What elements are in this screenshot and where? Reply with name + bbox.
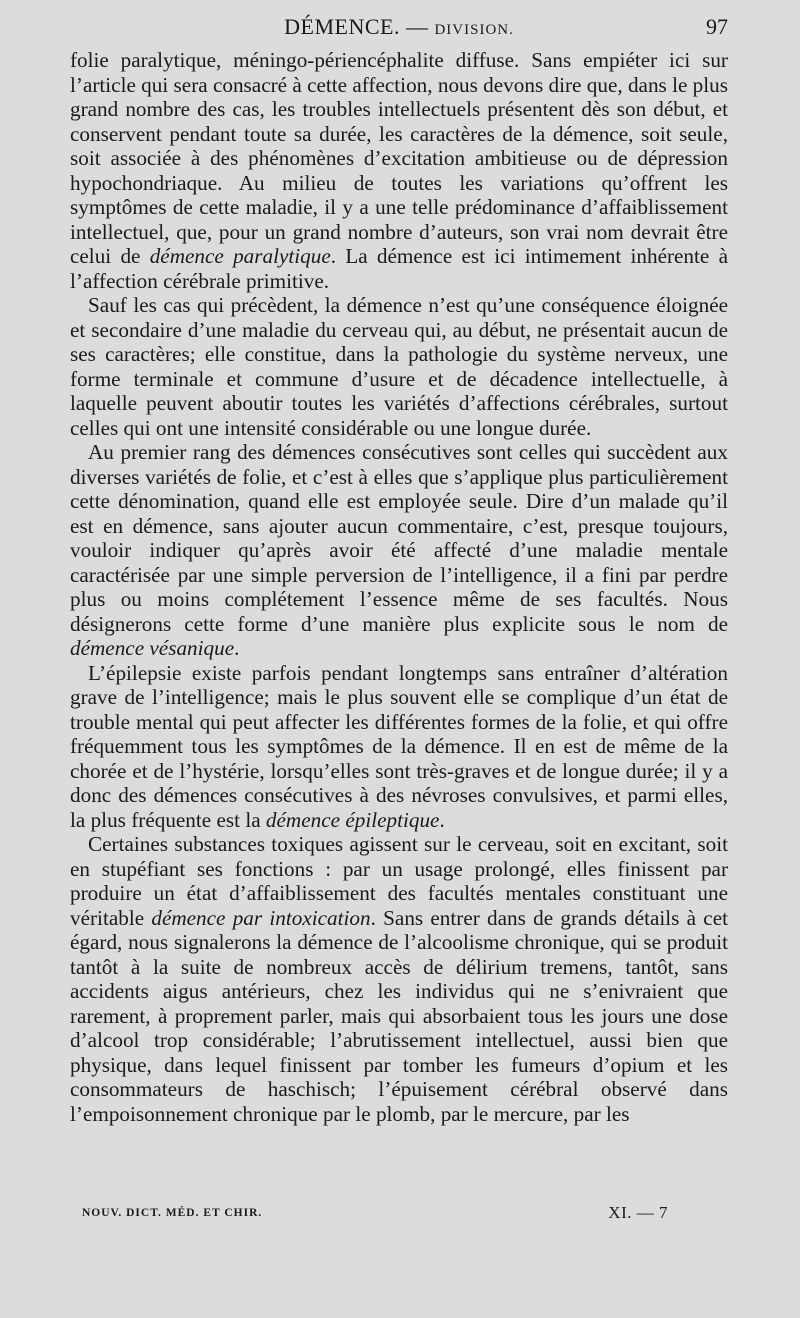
paragraph (70, 440, 728, 661)
running-title (70, 14, 728, 40)
paragraph (70, 661, 728, 833)
italic-term: démence vésanique (70, 636, 235, 660)
page-footer (82, 1203, 728, 1229)
text-run: . Sans entrer dans de grands détails à cet égard, nous signalerons la démence de l’alcoolisme chronique, qui se produit tantôt à la suite de nombreux accès de délirium tremens, tantôt, sans accidents aigus antérieurs, chez les individus qui ne s’enivraient que rarement, à proprement parler, mais qui absorbaient tous les jours une dose d’alcool trop considérable; l’abrutissement intellectuel, aussi bien que physique, dans lequel finissent par tomber les fumeurs d’opium et les consommateurs de haschisch; l’épuisement cérébral observé dans l’empoisonnement chronique par le plomb, par le mercure, par les (70, 905, 728, 1126)
text-run: Sauf les cas qui précèdent, la démence n’est qu’une conséquence éloignée et secondaire d’une maladie du cerveau qui, au début, ne présentait aucun de ses caractères; elle constitue, dans la pathologie du système nerveux, une forme terminale et commune d’usure et de décadence intellectuelle, à laquelle peuvent aboutir toutes les variétés d’affections cérébrales, surtout celles qui ont une intensité considérable ou une longue durée. (70, 293, 728, 440)
paragraph (70, 832, 728, 1126)
text-run: L’épilepsie existe parfois pendant longtemps sans entraîner d’altération grave de l’intelligence; mais le plus souvent elle se complique d’un état de trouble mental qui peut affecter les différentes formes de la folie, et qui offre fréquemment tous les symptômes de la démence. Il en est de même de la chorée et de l’hystérie, lorsqu’elles sont très-graves et de longue durée; il y a donc des démences consécutives à des névroses convulsives, et parmi elles, la plus fréquente est la (70, 660, 728, 832)
running-header (70, 14, 728, 44)
running-title-sub: DIVISION. (434, 22, 514, 38)
page-number: 97 (706, 14, 728, 39)
text-run: . (234, 636, 240, 660)
footer-signature: XI. — 7 (608, 1203, 668, 1222)
text-run: Au premier rang des démences consécutives sont celles qui succèdent aux diverses variétés de folie, et c’est à elles que s’applique plus particulièrement cette dénomination, quand elle est employée seule. Dire d’un malade qu’il est en démence, sans ajouter aucun commentaire, c’est, presque toujours, vouloir indiquer qu’après avoir été affecté d’une maladie mentale caractérisée par une simple perversion de l’intelligence, il a fini par perdre plus ou moins complétement l’essence même de ses facultés. Nous désignerons cette forme d’une manière plus explicite sous le nom de (70, 440, 728, 636)
paragraph (70, 293, 728, 440)
paragraph (70, 48, 728, 293)
italic-term: démence par intoxication (151, 905, 371, 930)
text-run: . La démence est ici intimement inhérente à l’affection cérébrale primitive. (70, 244, 728, 293)
italic-term: démence paralytique (149, 244, 331, 268)
footer-publication: NOUV. DICT. MÉD. ET CHIR. (82, 1207, 263, 1219)
running-title-main: DÉMENCE. — (284, 14, 435, 39)
italic-term: démence épileptique (265, 807, 440, 832)
text-run: . (439, 807, 445, 832)
text-run: folie paralytique, méningo-périencéphalite diffuse. Sans empiéter ici sur l’article qui sera consacré à cette affection, nous devons dire que, dans le plus grand nombre des cas, les troubles intellectuels présentent dès son début, et conservent pendant toute sa durée, les caractères de la démence, soit seule, soit associée à des phénomènes d’excitation ambitieuse ou de dépression hypochondriaque. Au milieu de toutes les variations qu’offrent les symptômes de cette maladie, il y a une telle prédominance d’affaiblissement intellectuel, que, pour un grand nombre d’auteurs, son vrai nom devrait être celui de (70, 48, 728, 268)
body-text (70, 48, 728, 1126)
text-run: Certaines substances toxiques agissent sur le cerveau, soit en excitant, soit en stupéfiant ses fonctions : par un usage prolongé, elles finissent par produire un état d’affaiblissement des facultés mentales constituant une véritable (70, 832, 728, 930)
